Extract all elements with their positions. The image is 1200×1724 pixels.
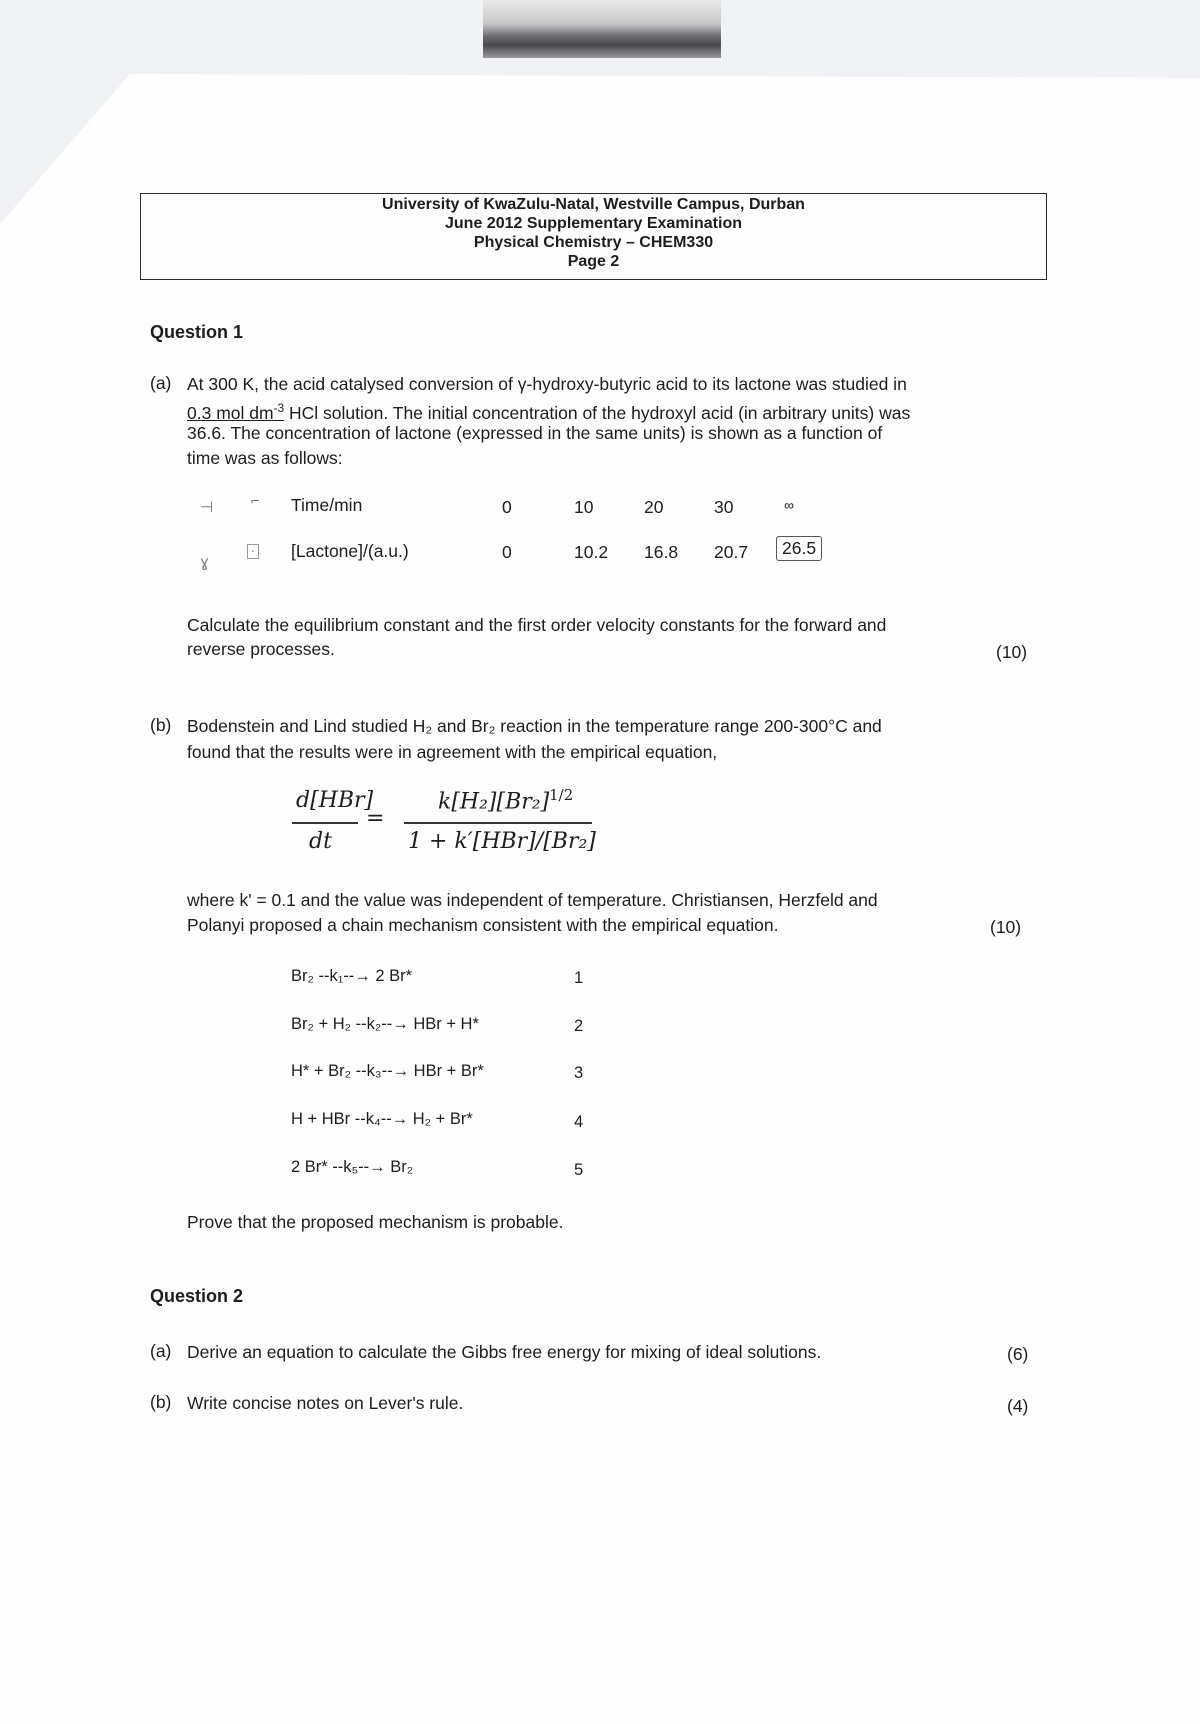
q1b-prove: Prove that the proposed mechanism is probable. [187, 1212, 564, 1232]
handwritten-mark: ɣ [200, 553, 209, 571]
handwritten-mark: ⊣ [200, 498, 214, 516]
q1a-line1: At 300 K, the acid catalysed conversion of γ-hydroxy-butyric acid to its lactone was studied in [187, 374, 907, 394]
mechanism-step-number: 4 [574, 1113, 584, 1131]
mechanism-step: Br₂ + H₂ --k₂--→ HBr + H* [291, 1015, 479, 1033]
q1a-task-line1: Calculate the equilibrium constant and the first order velocity constants for the forward and [187, 615, 887, 635]
handwritten-mark: ⌐ [250, 494, 261, 508]
table-lactone-value: 20.7 [714, 542, 749, 562]
exam-header [140, 193, 1047, 280]
table-lactone-value: 0 [502, 542, 512, 562]
mechanism-step-number: 5 [574, 1161, 584, 1179]
q2a-text: Derive an equation to calculate the Gibbs free energy for mixing of ideal solutions. [187, 1342, 822, 1362]
mechanism-step: Br₂ --k₁--→ 2 Br* [291, 967, 413, 985]
rate-equals: = [366, 806, 385, 831]
q1b-line2: found that the results were in agreement with the empirical equation, [187, 742, 718, 762]
q2b-marks: (4) [1007, 1396, 1029, 1416]
table-time-value: 10 [574, 497, 594, 517]
q1b-marks: (10) [990, 917, 1022, 937]
table-time-value: 0 [502, 497, 512, 517]
rate-lhs-fraction-bar [292, 822, 358, 824]
table-lactone-value: 16.8 [644, 542, 679, 562]
scanner-clip [483, 0, 721, 58]
q2b-label: (b) [150, 1392, 172, 1412]
rate-lhs-denominator: dt [309, 829, 332, 854]
q1a-line2: 0.3 mol $dm^{-3}$ HCl solution. The initial concentration of the hydroxyl acid (in arbitrary units) was [187, 401, 911, 423]
header-exam: June 2012 Supplementary Examination [445, 215, 742, 232]
table-time-value: 30 [714, 497, 734, 517]
mechanism-step: H* + Br₂ --k₃--→ HBr + Br* [291, 1062, 484, 1080]
rate-rhs-numerator: $k[H_2][Br_2]^{1/2}$ [438, 786, 574, 815]
rate-lhs-numerator: d[HBr] [296, 788, 374, 813]
q2a-marks: (6) [1007, 1344, 1029, 1364]
rate-rhs-denominator: 1 + k′[HBr]/[Br₂] [408, 829, 596, 854]
q2b-text: Write concise notes on Lever's rule. [187, 1393, 464, 1413]
mechanism-step: H + HBr --k₄--→ H₂ + Br* [291, 1110, 473, 1128]
table-lactone-value: 26.5 [776, 536, 822, 561]
q1b-label: (b) [150, 715, 172, 735]
mechanism-step-number: 1 [574, 969, 584, 987]
table-lactone-value: 10.2 [574, 542, 609, 562]
table-time-value: 20 [644, 497, 664, 517]
q1a-concentration: 0.3 mol $dm^{-3}$ [187, 401, 285, 423]
q1a-line3: 36.6. The concentration of lactone (expressed in the same units) is shown as a function of [187, 423, 883, 443]
table-time-value: ∞ [784, 497, 794, 513]
header-page: Page 2 [567, 253, 620, 270]
mechanism-step-number: 2 [574, 1017, 584, 1035]
header-university: University of KwaZulu-Natal, Westville Campus, Durban [382, 196, 805, 213]
table-time-label: Time/min [291, 495, 363, 515]
question-1-title: Question 1 [150, 322, 244, 342]
q1a-marks: (10) [996, 642, 1028, 662]
question-2-title: Question 2 [150, 1286, 244, 1306]
q1a-label: (a) [150, 373, 172, 393]
handwritten-mark: · [247, 544, 259, 559]
header-course: Physical Chemistry – CHEM330 [473, 234, 714, 251]
q1a-task-line2: reverse processes. [187, 639, 335, 659]
q2a-label: (a) [150, 1341, 172, 1361]
q1b-after-line2: Polanyi proposed a chain mechanism consistent with the empirical equation. [187, 915, 779, 935]
mechanism-step-number: 3 [574, 1064, 584, 1082]
q1a-line4: time was as follows: [187, 448, 343, 468]
q1b-line1: Bodenstein and Lind studied H₂ and Br₂ reaction in the temperature range 200-300°C and [187, 716, 882, 736]
mechanism-step: 2 Br* --k₅--→ Br₂ [291, 1158, 414, 1176]
rate-rhs-fraction-bar [404, 822, 592, 824]
table-lactone-label: [Lactone]/(a.u.) [291, 541, 409, 561]
q1b-after-line1: where k' = 0.1 and the value was independent of temperature. Christiansen, Herzfeld and [187, 890, 878, 910]
